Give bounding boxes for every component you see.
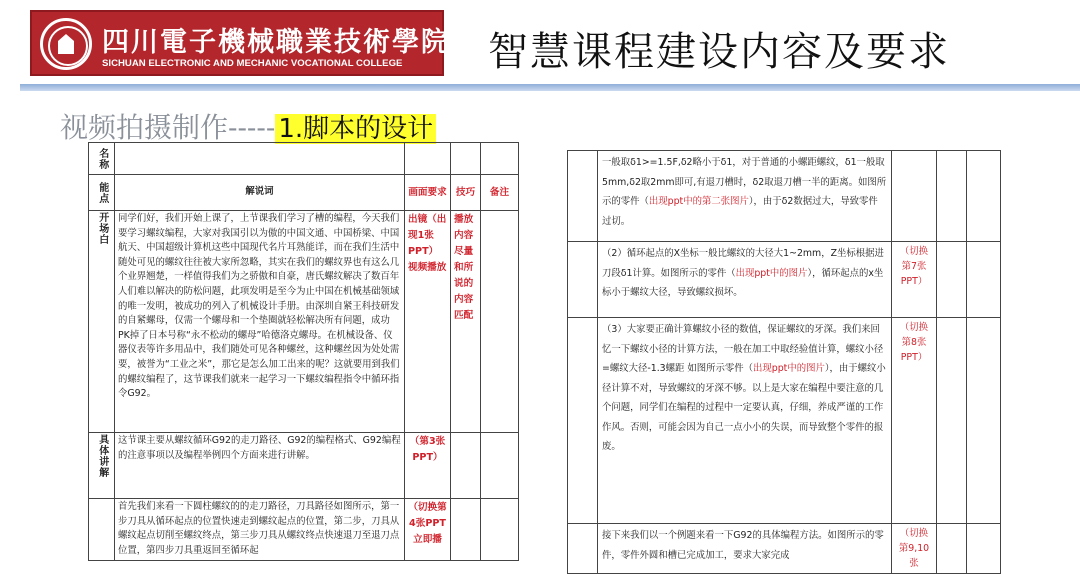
row-narration (598, 242, 892, 318)
narration-text: （3）大家要正确计算螺纹小径的数值，保证螺纹的牙深。我们来回忆一下螺纹小径的计算方法，一般在加工中取经验值计算，螺纹小径=螺纹大径-1.3螺距 如图所示零件（ (602, 324, 884, 374)
narration-text: 接下来我们以一个例题来看一下G92的具体编程方法。如图所示的零件，零件外圆和槽已完成加工，要求大家完成 (602, 530, 884, 561)
header-divider (20, 84, 1080, 91)
row-note (481, 433, 519, 499)
row-name (89, 499, 115, 561)
script-table-left (88, 142, 519, 561)
row-name: 具体讲解 (96, 434, 108, 478)
narration-text: ），由于δ2数据过大，导致零件过切。 (602, 196, 878, 227)
row-visual: （切换第7张PPT） (892, 242, 937, 318)
table-header-row (89, 175, 519, 211)
row-visual: （切换第8张PPT） (892, 318, 937, 524)
college-seal-icon (40, 18, 92, 70)
ppt-cue-text: 出现ppt中的图片 (753, 363, 825, 374)
row-narration (598, 524, 892, 574)
college-name-en: SICHUAN ELECTRONIC AND MECHANIC VOCATIONAL COLLEGE (102, 58, 403, 69)
row-narration: 这节课主要从螺纹循环G92的走刀路径、G92的编程格式、G92编程的注意事项以及编程举例四个方面来进行讲解。 (115, 433, 405, 499)
row-visual: （第3张PPT） (405, 433, 451, 499)
table-row (568, 242, 1001, 318)
row-visual: 出镜（出现1张PPT）视频播放 (405, 211, 451, 433)
row-narration (598, 318, 892, 524)
narration-text: ），循环起点的x坐标小于螺纹大径，导致螺纹损坏。 (602, 267, 884, 298)
row-skill: 播放内容尽量和所说的内容匹配 (451, 211, 481, 433)
header-name: 名称 (96, 147, 108, 170)
row-visual: （切换第9,10张 (892, 524, 937, 574)
section-subtitle (60, 106, 436, 142)
row-note (481, 211, 519, 433)
narration-text: （2）循环起点的X坐标一般比螺纹的大径大1~2mm，Z坐标根据进刀段δ1计算。如图所示的零件（ (602, 248, 884, 279)
script-table-right (567, 150, 1001, 574)
table-row (568, 151, 1001, 242)
subtitle-prefix: 视频拍摄制作----- (60, 111, 276, 144)
header-stage: 能点 (96, 181, 108, 204)
row-narration (598, 151, 892, 242)
subtitle-highlight: 1.脚本的设计 (275, 114, 436, 144)
college-name-cn: 四川電子機械職業技術學院 (102, 27, 450, 58)
row-visual: （切换第4张PPT立即播 (405, 499, 451, 561)
table-row (89, 433, 519, 499)
row-skill (451, 499, 481, 561)
row-skill (451, 433, 481, 499)
table-row (89, 211, 519, 433)
ppt-cue-text: 出现ppt中的第二张图片 (648, 196, 749, 207)
narration-text: ），由于螺纹小径计算不对，导致螺纹的牙深不够。以上是大家在编程中要注意的几个问题，同学们在编程的过程中一定要认真，仔细，养成严谨的工作作风。否则，可能会因为自己一点小小的失误，而导致整个零件的报废。 (602, 363, 886, 452)
header-note: 备注 (481, 175, 519, 211)
ppt-cue-text: 出现ppt中的图片 (735, 267, 808, 279)
header-skill: 技巧 (451, 175, 481, 211)
row-name: 开场白 (96, 212, 108, 245)
narration-text: 一般取δ1>=1.5F,δ2略小于δ1，对于普通的小螺距螺纹，δ1一般取5mm,δ2取2mm即可,有退刀槽时，δ2取退刀槽一半的距离。如图所示的零件（ (602, 157, 887, 207)
row-narration: 首先我们来看一下圆柱螺纹的的走刀路径，刀具路径如图所示，第一步刀具从循环起点的位置快速走到螺纹起点的位置，第二步，刀具从螺纹起点切削至螺纹终点，第三步刀具从螺纹终点快速退刀至退刀点位置，第四步刀具重返回至循环起 (115, 499, 405, 561)
row-note (481, 499, 519, 561)
row-narration: 同学们好，我们开始上课了，上节课我们学习了槽的编程，今天我们要学习螺纹编程，大家对我国引以为傲的中国文通、中国桥梁、中国航天、中国超级计算机这些中国现代名片耳熟能详，而在我们生活中随处可见的螺纹往往被大家所忽略，其实在我们的螺纹界也有这么几个业界翘楚，一样值得我们为之骄傲和自豪，唐氏螺纹解决了数百年人们难以解决的防松问题，此项发明是至今为止中国在机械基础领域的唯一发明，被成功的列入了机械设计手册。由深圳自紧王科技研发的自紧螺母，仅需一个螺母和一个垫圈就轻松解决所有问题，成功PK掉了日本号称“永不松动的螺母”哈德洛克螺母。在机械设备、仪器仪表等许多用品中，我们随处可见各种螺丝，这种螺丝因为处处需要，被誉为“工业之米”，那它是怎么加工出来的呢？这就要用到我们的螺纹编程了，这节课我们就来一起学习一下螺纹编程指令中循环指令G92。 (115, 211, 405, 433)
header-visual: 画面要求 (405, 175, 451, 211)
row-visual (892, 151, 937, 242)
table-row (568, 524, 1001, 574)
header-narration: 解说词 (115, 175, 405, 211)
table-row (568, 318, 1001, 524)
college-logo (30, 10, 450, 76)
table-header-row (89, 143, 519, 175)
table-row (89, 499, 519, 561)
page-title: 智慧课程建设内容及要求 (488, 29, 950, 75)
